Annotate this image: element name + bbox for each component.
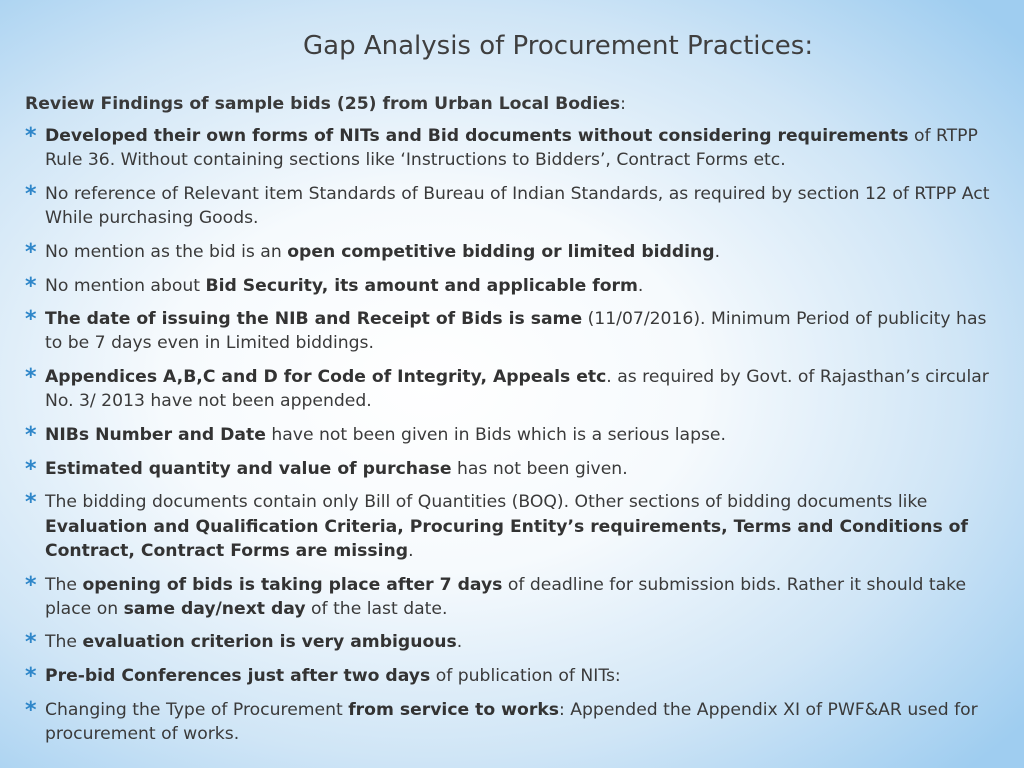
- finding-bold-text: open competitive bidding or limited bidding: [287, 241, 715, 262]
- asterisk-bullet-icon: *: [25, 239, 37, 265]
- asterisk-bullet-icon: *: [25, 697, 37, 723]
- finding-text: of the last date.: [305, 598, 448, 619]
- asterisk-bullet-icon: *: [25, 456, 37, 482]
- intro-rest-text: :: [620, 94, 626, 114]
- finding-text: (11/07/2016). Minimum Period of publicity has to be 7 days even in Limited biddings.: [45, 309, 987, 354]
- finding-text: The: [45, 574, 83, 595]
- finding-text: The: [45, 632, 83, 653]
- finding-item: [25, 423, 1000, 447]
- finding-bold-text: Bid Security, its amount and applicable form: [205, 275, 638, 296]
- intro-line: [25, 92, 626, 116]
- finding-bold-text: NIBs Number and Date: [45, 425, 266, 446]
- finding-text: No mention as the bid is an: [45, 241, 288, 262]
- intro-bold-text: Review Findings of sample bids (25) from Urban Local Bodies: [25, 94, 621, 114]
- slide-title: Gap Analysis of Procurement Practices:: [303, 31, 814, 61]
- asterisk-bullet-icon: *: [25, 664, 37, 690]
- finding-text: has not been given.: [451, 458, 628, 479]
- finding-item: [25, 365, 1000, 413]
- finding-bold-text: Appendices A,B,C and D for Code of Integrity, Appeals etc: [45, 367, 607, 388]
- finding-bold-text: from service to works: [348, 699, 559, 720]
- finding-text: of RTPP Rule 36. Without containing sections like ‘Instructions to Bidders’, Contract Forms etc.: [45, 126, 978, 171]
- asterisk-bullet-icon: *: [25, 490, 37, 516]
- finding-bold-text: same day/next day: [123, 598, 306, 619]
- asterisk-bullet-icon: *: [25, 365, 37, 391]
- finding-item: [25, 490, 1000, 563]
- finding-text: .: [408, 540, 414, 561]
- finding-bold-text: Developed their own forms of NITs and Bid documents without considering requirements: [45, 126, 909, 146]
- finding-text: The bidding documents contain only Bill of Quantities (BOQ). Other sections of bidding documents like: [45, 492, 928, 513]
- finding-text: of deadline for submission bids. Rather it should take place on: [45, 574, 967, 619]
- finding-bold-text: Estimated quantity and value of purchase: [45, 458, 452, 479]
- finding-text: No reference of Relevant item Standards of Bureau of Indian Standards, as required by section 12 of RTPP Act While purchasing Goods.: [45, 183, 990, 229]
- finding-text: of publication of NITs:: [430, 666, 621, 687]
- finding-item: [25, 124, 1000, 172]
- finding-item: [25, 307, 1000, 355]
- finding-item: [25, 664, 1000, 688]
- asterisk-bullet-icon: *: [25, 572, 37, 598]
- finding-bold-text: opening of bids is taking place after 7 days: [82, 574, 503, 595]
- finding-item: [25, 182, 1000, 230]
- finding-bold-text: The date of issuing the NIB and Receipt of Bids is same: [45, 309, 583, 330]
- finding-item: [25, 457, 1000, 481]
- finding-text: .: [456, 632, 463, 653]
- finding-item: [25, 630, 1000, 654]
- asterisk-bullet-icon: *: [25, 273, 37, 299]
- asterisk-bullet-icon: *: [25, 423, 37, 449]
- finding-bold-text: Evaluation and Qualification Criteria, Procuring Entity’s requirements, Terms and Conditions of Contract, Contract Forms are missing: [45, 516, 968, 561]
- finding-item: [25, 274, 1000, 298]
- asterisk-bullet-icon: *: [25, 630, 37, 656]
- finding-text: : Appended the Appendix XI of PWF&AR used for procurement of works.: [45, 699, 978, 745]
- finding-text: .: [637, 275, 644, 296]
- finding-text: Changing the Type of Procurement: [45, 699, 349, 720]
- findings-list: [25, 124, 1000, 756]
- finding-text: No mention about: [45, 275, 206, 296]
- finding-text: . as required by Govt. of Rajasthan’s circular No. 3/ 2013 have not been appended.: [45, 367, 989, 412]
- finding-text: have not been given in Bids which is a serious lapse.: [265, 425, 726, 446]
- finding-bold-text: Pre-bid Conferences just after two days: [45, 666, 431, 687]
- finding-item: [25, 573, 1000, 621]
- finding-bold-text: evaluation criterion is very ambiguous: [82, 632, 457, 653]
- finding-item: [25, 240, 1000, 264]
- asterisk-bullet-icon: *: [25, 124, 37, 149]
- asterisk-bullet-icon: *: [25, 181, 37, 207]
- finding-item: [25, 698, 1000, 746]
- finding-text: .: [714, 241, 721, 262]
- asterisk-bullet-icon: *: [25, 307, 37, 333]
